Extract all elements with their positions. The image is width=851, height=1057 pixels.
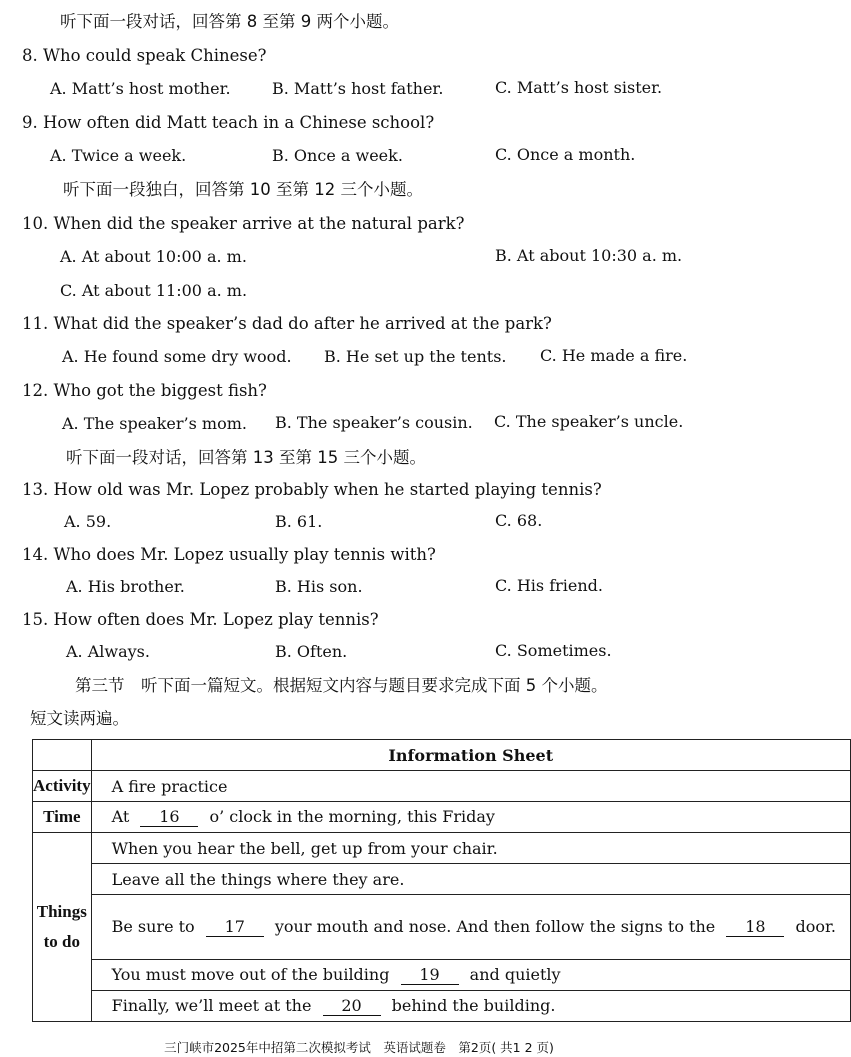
section-heading: 听下面一段对话，回答第 13 至第 15 三个小题。 <box>66 448 426 467</box>
things-label-line1: Things <box>36 902 87 921</box>
todo-row-1: When you hear the bell, get up from your chair. <box>91 833 850 864</box>
table-row <box>33 802 851 833</box>
option-b: B. At about 10:30 a. m. <box>495 246 683 265</box>
option-a: A. He found some dry wood. <box>62 347 292 366</box>
option-c: C. The speaker’s uncle. <box>494 412 684 431</box>
option-c: C. Once a month. <box>495 145 636 164</box>
information-sheet-table <box>32 739 851 1022</box>
option-b: B. Once a week. <box>272 146 403 165</box>
option-a: A. His brother. <box>66 577 185 596</box>
row5-pre: Finally, we’ll meet at the <box>111 996 312 1015</box>
question-stem: 11. What did the speaker’s dad do after he arrived at the park? <box>22 314 552 333</box>
answer-blank-20: 20 <box>323 997 381 1016</box>
row3-post: door. <box>795 917 836 936</box>
section-heading-cont: 短文读两遍。 <box>30 709 129 728</box>
answer-blank-18: 18 <box>726 918 784 937</box>
answer-blank-17: 17 <box>206 918 264 937</box>
table-cell-empty <box>33 740 92 771</box>
todo-row-2: Leave all the things where they are. <box>91 864 850 895</box>
option-c: C. He made a fire. <box>540 346 688 365</box>
activity-label: Activity <box>33 771 92 802</box>
option-b: B. Often. <box>275 642 348 661</box>
todo-row-5 <box>91 991 850 1022</box>
todo-row-4 <box>91 960 850 991</box>
table-row <box>33 895 851 960</box>
row3-mid: your mouth and nose. And then follow the signs to the <box>274 917 716 936</box>
option-a: A. 59. <box>64 512 112 531</box>
option-b: B. 61. <box>275 512 323 531</box>
things-label-line2: to do <box>43 932 80 951</box>
answer-blank-16: 16 <box>140 808 198 827</box>
todo-row-3 <box>91 895 850 960</box>
table-row <box>33 740 851 771</box>
option-c: C. At about 11:00 a. m. <box>60 281 248 300</box>
row5-post: behind the building. <box>391 996 556 1015</box>
option-c: C. His friend. <box>495 576 603 595</box>
row3-pre: Be sure to <box>111 917 195 936</box>
option-a: A. At about 10:00 a. m. <box>60 247 247 266</box>
table-row <box>33 991 851 1022</box>
option-b: B. His son. <box>275 577 363 596</box>
section-heading: 听下面一段独白，回答第 10 至第 12 三个小题。 <box>63 180 423 199</box>
question-stem: 15. How often does Mr. Lopez play tennis? <box>22 610 379 629</box>
row4-pre: You must move out of the building <box>111 965 390 984</box>
question-stem: 9. How often did Matt teach in a Chinese school? <box>22 113 435 132</box>
time-label: Time <box>33 802 92 833</box>
option-b: B. Matt’s host father. <box>272 79 444 98</box>
sheet-title: Information Sheet <box>91 740 850 771</box>
things-to-do-label <box>33 833 92 1022</box>
answer-blank-19: 19 <box>401 966 459 985</box>
option-c: C. Matt’s host sister. <box>495 78 663 97</box>
section-heading: 听下面一段对话，回答第 8 至第 9 两个小题。 <box>60 12 399 31</box>
time-pre: At <box>111 807 130 826</box>
activity-value: A fire practice <box>91 771 850 802</box>
question-stem: 14. Who does Mr. Lopez usually play tennis with? <box>22 545 436 564</box>
time-value <box>91 802 850 833</box>
time-post: o’ clock in the morning, this Friday <box>209 807 495 826</box>
option-c: C. 68. <box>495 511 543 530</box>
option-a: A. Always. <box>66 642 150 661</box>
option-b: B. He set up the tents. <box>324 347 507 366</box>
table-row <box>33 771 851 802</box>
option-a: A. Twice a week. <box>50 146 187 165</box>
table-row <box>33 960 851 991</box>
page-footer: 三门峡市2025年中招第二次模拟考试 英语试题卷 第2页( 共1 2 页) <box>164 1040 554 1055</box>
option-a: A. The speaker’s mom. <box>62 414 247 433</box>
question-stem: 12. Who got the biggest fish? <box>22 381 267 400</box>
section-heading: 第三节 听下面一篇短文。根据短文内容与题目要求完成下面 5 个小题。 <box>75 676 608 695</box>
question-stem: 10. When did the speaker arrive at the natural park? <box>22 214 465 233</box>
table-row <box>33 833 851 864</box>
option-b: B. The speaker’s cousin. <box>275 413 473 432</box>
row4-post: and quietly <box>469 965 561 984</box>
option-c: C. Sometimes. <box>495 641 612 660</box>
question-stem: 8. Who could speak Chinese? <box>22 46 267 65</box>
question-stem: 13. How old was Mr. Lopez probably when he started playing tennis? <box>22 480 602 499</box>
table-row <box>33 864 851 895</box>
option-a: A. Matt’s host mother. <box>50 79 231 98</box>
